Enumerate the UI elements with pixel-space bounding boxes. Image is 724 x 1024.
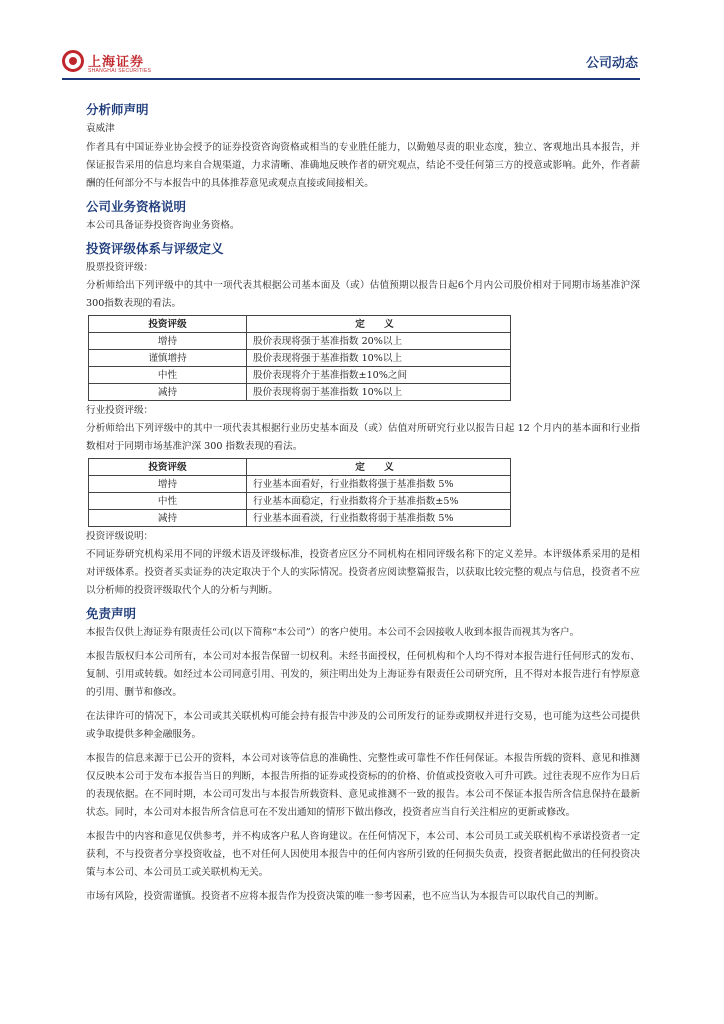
definition-cell: 股价表现将强于基准指数 20%以上 — [247, 333, 511, 350]
analyst-name: 袁威津 — [86, 123, 115, 134]
rating-cell: 中性 — [89, 367, 247, 384]
stock-rating-table — [88, 315, 511, 401]
table-header-row — [89, 459, 511, 476]
rating-cell: 增持 — [89, 476, 247, 493]
rating-note-label: 投资评级说明： — [86, 531, 154, 542]
stock-rating-label: 股票投资评级： — [86, 262, 154, 273]
rating-heading: 投资评级体系与评级定义 — [86, 241, 224, 256]
logo-chinese-name: 上海证券 — [88, 55, 145, 70]
table-header-cell: 定 义 — [247, 459, 511, 476]
analyst-statement: 作者具有中国证券业协会授予的证券投资咨询资格或相当的专业胜任能力，以勤勉尽责的职业态度，独立、客观地出具本报告，并保证报告采用的信息均来自合规渠道，力求清晰、准确地反映作者的研究观点，结论不受任何第三方的授意或影响。此外，作者薪酬的任何部分不与本报告中的具体推荐意见或观点直接或间接相关。 — [86, 142, 640, 189]
logo-emblem-icon — [62, 50, 84, 72]
rating-cell: 中性 — [89, 493, 247, 510]
rating-cell: 增持 — [89, 333, 247, 350]
disclaimer-paragraph: 本报告版权归本公司所有，本公司对本报告保留一切权利。未经书面授权，任何机构和个人均不得对本报告进行任何形式的发布、复制、引用或转载。如经过本公司同意引用、刊发的，须注明出处为上海证券有限责任公司研究所，且不得对本报告进行有悖原意的引用、删节和修改。 — [86, 651, 640, 698]
disclaimer-paragraph: 本报告仅供上海证券有限责任公司(以下简称“本公司”）的客户使用。本公司不会因接收人收到本报告而视其为客户。 — [86, 627, 580, 638]
disclaimer-paragraph: 市场有风险，投资需谨慎。投资者不应将本报告作为投资决策的唯一参考因素，也不应当认为本报告可以取代自己的判断。 — [86, 891, 605, 902]
definition-cell: 股价表现将介于基准指数±10%之间 — [247, 367, 511, 384]
qualification-heading: 公司业务资格说明 — [86, 199, 187, 214]
definition-cell: 行业基本面看淡，行业指数将弱于基准指数 5% — [247, 510, 511, 527]
table-row — [89, 476, 511, 493]
table-row — [89, 367, 511, 384]
disclaimer-paragraph: 本报告的信息来源于已公开的资料，本公司对该等信息的准确性、完整性或可靠性不作任何保证。本报告所载的资料、意见和推测仅反映本公司于发布本报告当日的判断，本报告所指的证券或投资标的的价格、价值或投资收入可升可跌。过往表现不应作为日后的表现依据。在不同时期，本公司可发出与本报告所载资料、意见或推测不一致的报告。本公司不保证本报告所含信息保持在最新状态。同时，本公司对本报告所含信息可在不发出通知的情形下做出修改，投资者应当自行关注相应的更新或修改。 — [86, 753, 640, 818]
header-divider — [62, 78, 640, 80]
qualification-text: 本公司具备证券投资咨询业务资格。 — [86, 220, 240, 231]
logo-english-name: SHANGHAI SECURITIES — [88, 68, 152, 74]
disclaimer-paragraph: 在法律许可的情况下，本公司或其关联机构可能会持有报告中涉及的公司所发行的证券或期权并进行交易，也可能为这些公司提供或争取提供多种金融服务。 — [86, 711, 640, 740]
table-header-cell: 定 义 — [247, 316, 511, 333]
stock-rating-desc: 分析师给出下列评级中的其中一项代表其根据公司基本面及（或）估值预期以报告日起6个月内公司股价相对于同期市场基准沪深300指数表现的看法。 — [86, 280, 640, 309]
industry-rating-label: 行业投资评级： — [86, 405, 154, 416]
definition-cell: 行业基本面稳定，行业指数将介于基准指数±5% — [247, 493, 511, 510]
table-header-cell: 投资评级 — [89, 316, 247, 333]
company-logo — [62, 50, 152, 76]
definition-cell: 股价表现将强于基准指数 10%以上 — [247, 350, 511, 367]
table-row — [89, 333, 511, 350]
page-header — [62, 44, 640, 78]
rating-cell: 减持 — [89, 510, 247, 527]
table-row — [89, 350, 511, 367]
industry-rating-desc: 分析师给出下列评级中的其中一项代表其根据行业历史基本面及（或）估值对所研究行业以报告日起 12 个月内的基本面和行业指数相对于同期市场基准沪深 300 指数表现的看法。 — [86, 423, 640, 452]
disclaimer-heading: 免责声明 — [86, 606, 137, 621]
definition-cell: 股价表现将弱于基准指数 10%以上 — [247, 384, 511, 401]
rating-cell: 谨慎增持 — [89, 350, 247, 367]
rating-note-text: 不同证券研究机构采用不同的评级术语及评级标准，投资者应区分不同机构在相同评级名称下的定义差异。本评级体系采用的是相对评级体系。投资者买卖证券的决定取决于个人的实际情况。投资者应阅读整篇报告，以获取比较完整的观点与信息，投资者不应以分析师的投资评级取代个人的分析与判断。 — [86, 549, 640, 596]
table-row — [89, 493, 511, 510]
section-title: 公司动态 — [585, 56, 638, 71]
table-header-cell: 投资评级 — [89, 459, 247, 476]
definition-cell: 行业基本面看好，行业指数将强于基准指数 5% — [247, 476, 511, 493]
rating-cell: 减持 — [89, 384, 247, 401]
page-content — [86, 100, 640, 906]
table-row — [89, 384, 511, 401]
industry-rating-table — [88, 458, 511, 527]
table-header-row — [89, 316, 511, 333]
table-row — [89, 510, 511, 527]
analyst-heading: 分析师声明 — [86, 102, 149, 117]
disclaimer-paragraph: 本报告中的内容和意见仅供参考，并不构成客户私人咨询建议。在任何情况下，本公司、本公司员工或关联机构不承诺投资者一定获利，不与投资者分享投资收益，也不对任何人因使用本报告中的任何内容所引致的任何损失负责，投资者据此做出的任何投资决策与本公司、本公司员工或关联机构无关。 — [86, 831, 640, 878]
